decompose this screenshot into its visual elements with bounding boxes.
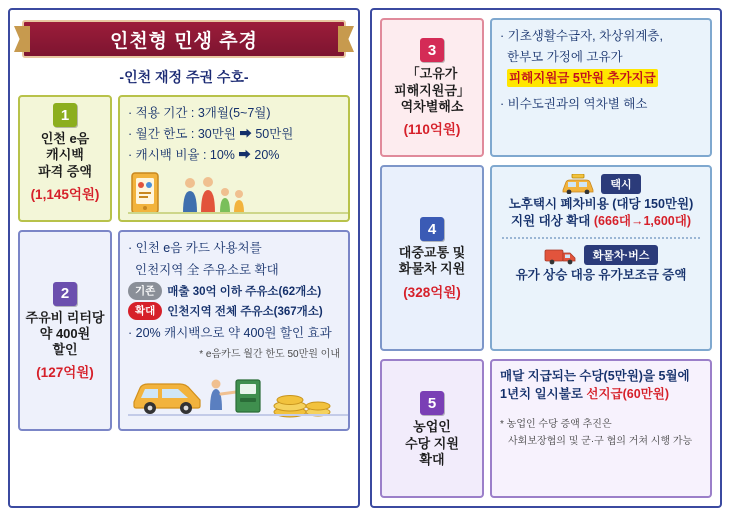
item-4-truck-label: 화물차·버스 xyxy=(584,245,659,265)
item-5-number-badge: 5 xyxy=(420,391,444,415)
item-3-label-box xyxy=(380,18,484,157)
title-banner xyxy=(22,20,346,58)
right-panel xyxy=(370,8,722,508)
item-2-chip-new-label: 확대 xyxy=(128,302,162,320)
page-title: 인천형 민생 추경 xyxy=(109,30,259,52)
item-2-bullet-1b: 인천지역 全 주유소로 확대 xyxy=(135,262,279,277)
item-3-number-badge: 3 xyxy=(420,38,444,62)
ribbon-left-icon xyxy=(14,26,30,52)
item-2-number-badge: 2 xyxy=(53,282,77,306)
item-5-line-2-highlight: 선지급(60만원) xyxy=(586,386,669,401)
item-2-label-box xyxy=(18,230,112,430)
item-4-divider xyxy=(502,237,700,239)
item-3-row xyxy=(380,18,712,157)
item-4-taxi-highlight: (666대→1,600대) xyxy=(593,214,691,228)
item-1-title: 인천 e음 캐시백 파격 증액 xyxy=(38,131,92,179)
item-3-bullet-2: 한부모 가정에 고유가 xyxy=(507,50,623,65)
page-subtitle: -인천 재정 주권 수호- xyxy=(119,69,249,85)
item-2-chip-old-text: 매출 30억 이하 주유소(62개소) xyxy=(167,285,322,298)
item-4-amount: (328억원) xyxy=(403,284,461,300)
item-4-number-badge: 4 xyxy=(420,217,444,241)
item-5-row xyxy=(380,359,712,498)
item-5-note-1: * 농업인 수당 증액 추진은 xyxy=(500,419,612,431)
taxi-icon xyxy=(561,174,595,194)
item-4-truck-line: 유가 상승 대응 유가보조금 증액 xyxy=(515,267,687,282)
truck-icon xyxy=(544,245,578,265)
item-5-line-2-text: 1년치 일시불로 xyxy=(500,386,583,401)
item-1-detail-box xyxy=(118,95,350,222)
item-3-title-line2: 피해지원금」 xyxy=(394,82,470,98)
car-fuel-coins-illustration-icon xyxy=(128,362,348,422)
ribbon-right-icon xyxy=(338,26,354,52)
item-2-chip-new-row xyxy=(128,302,340,320)
item-1-bullet-2: · 월간 한도 : 30만원 ➡ 50만원 xyxy=(128,127,294,142)
item-3-bullet-3-highlight: 피해지원금 5만원 추가지급 xyxy=(507,69,658,87)
item-4-taxi-line-1: 노후택시 폐차비용 (대당 150만원) xyxy=(508,196,694,211)
item-2-bullet-2: · 20% 캐시백으로 약 400원 할인 효과 xyxy=(128,325,332,340)
item-3-bullet-1: · 기초생활수급자, 차상위계층, xyxy=(500,29,663,43)
item-2-row xyxy=(18,230,350,430)
item-2-detail-box xyxy=(118,230,350,430)
item-2-chip-old-label: 기존 xyxy=(128,282,162,300)
item-1-bullet-3: · 캐시백 비율 : 10% ➡ 20% xyxy=(128,148,280,163)
item-1-label-box xyxy=(18,95,112,222)
item-4-taxi-line-2-text: 지원 대상 확대 xyxy=(510,214,591,228)
item-4-row xyxy=(380,165,712,352)
item-2-note: * e음카드 월간 한도 50만원 이내 xyxy=(199,348,340,360)
item-4-title: 대중교통 및 화물차 지원 xyxy=(398,245,466,277)
item-4-detail-box xyxy=(490,165,712,352)
family-phone-illustration-icon xyxy=(128,167,348,215)
item-2-title: 주유비 리터당 약 400원 할인 xyxy=(25,309,105,358)
item-2-chip-old-row xyxy=(128,282,340,300)
item-1-bullet-1: · 적용 기간 : 3개월(5~7월) xyxy=(128,106,271,120)
item-3-title-line3: 역차별해소 xyxy=(400,98,464,114)
item-1-illustration xyxy=(128,167,340,213)
item-2-amount: (127억원) xyxy=(36,365,94,381)
item-5-detail-box xyxy=(490,359,712,498)
item-4-label-box xyxy=(380,165,484,352)
item-5-line-1: 매달 지급되는 수당(5만원)을 5월에 xyxy=(500,369,690,384)
item-2-bullet-1: · 인천 e음 카드 사용처를 xyxy=(128,241,262,256)
item-5-note-2: 사회보장협의 및 군·구 협의 거쳐 시행 가능 xyxy=(508,436,693,448)
item-1-row xyxy=(18,95,350,222)
item-2-illustration xyxy=(128,362,340,422)
item-5-label-box xyxy=(380,359,484,498)
left-panel xyxy=(8,8,360,508)
item-3-amount: (110억원) xyxy=(403,122,461,138)
item-3-bullet-4: · 비수도권과의 역차별 해소 xyxy=(500,97,648,112)
item-4-taxi-header xyxy=(500,174,702,194)
item-4-taxi-line-2 xyxy=(500,213,702,231)
item-3-detail-box xyxy=(490,18,712,157)
item-5-title: 농업인 수당 지원 확대 xyxy=(405,419,459,467)
item-4-truck-header xyxy=(500,245,702,265)
item-2-chip-new-text: 인천지역 전체 주유소(367개소) xyxy=(167,305,323,318)
item-4-taxi-label: 택시 xyxy=(601,174,640,194)
item-5-line-2 xyxy=(500,386,702,404)
item-1-amount: (1,145억원) xyxy=(30,186,100,202)
item-1-number-badge: 1 xyxy=(53,103,77,127)
item-3-title-line1: 「고유가 xyxy=(406,66,458,82)
